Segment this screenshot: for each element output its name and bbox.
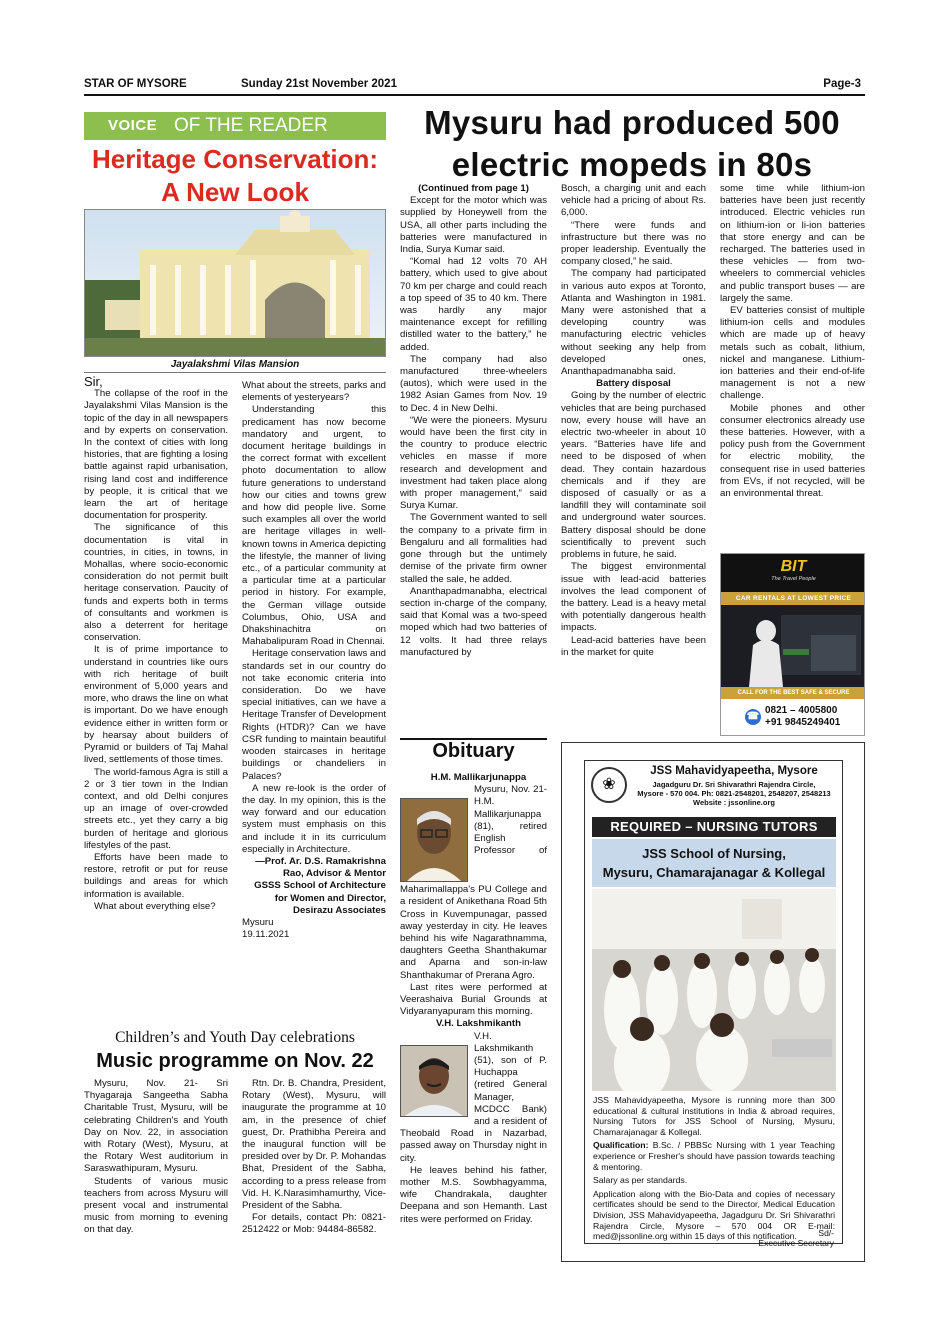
paragraph: Lead-acid batteries have been in the market for quite (561, 634, 706, 658)
ad-org-name: JSS Mahavidyapeetha, Mysore (650, 765, 818, 777)
paragraph: Efforts have been made to restore, retrofit or put for reuse buildings and areas for which information is available. (84, 851, 228, 900)
jss-recruitment-ad[interactable] (584, 760, 843, 1248)
paragraph: EV batteries consist of multiple lithium-ion cells and modules which are made up of heavy metals such as cobalt, lithium, nickel and manganese. Lithium-ion batteries and their end-of-life management is not a new challenge. (720, 305, 865, 402)
paragraph: The biggest environmental issue with lead-acid batteries involves the lead component of the battery. Lead is a heavy metal with potentially dangerous health impacts. (561, 561, 706, 634)
masthead-name: STAR OF MYSORE (84, 78, 187, 90)
signature-line: —Prof. Ar. D.S. Ramakrishna (255, 855, 386, 867)
paragraph: Mysuru, Nov. 21- Sri Thyagaraja Sangeetha Sabha Charitable Trust, Mysuru, will be celebrating Children's and Youth Day on Nov. 22, in association with Rotary (West), Mysuru, at the Rotary West auditorium in Saraswathipuram, Mysuru. (84, 1078, 228, 1175)
ad-website: Website : jssonline.org (693, 798, 775, 807)
paragraph: A new re-look is the order of the day. In my opinion, this is the way forward and our education system must emphasis on this and include it in its curriculum especially in Architecture. (242, 782, 386, 855)
heritage-headline-line1: Heritage Conservation: (91, 144, 379, 174)
emblem-icon: ❀ (591, 767, 627, 803)
obituary-text: Mysuru, Nov. 21- H.M. Mallikarjunappa (81), retired English Professor of Maharimallappa's PU College and a resident of Anikethana Road 5th Cross in Kuvempunagar, passed away yesterday in city. He leaves behind his wife Nagarathnamma, daughters Geetha Shanthakumar and Aparna and son-in-law Shanthakumar of Prerana Agro. (400, 784, 547, 981)
paragraph: The company had participated in various auto expos at Toronto, Atlanta and Washington in 1981. Many were astonished that a developing country was manufacturing electric vehicles without seeking any help from developed ones, Ananthapadmanabha said. (561, 268, 706, 378)
paragraph: It is of prime importance to understand in countries like ours with rich heritage of built environment of 5,000 years and more, who draws the line on what is important. Do we have enough evidence either in written form or by hearsay about builders of Pyramid or builders of Taj Mahal lived, settlements of those times. (84, 644, 228, 766)
ad-signature (758, 1228, 834, 1248)
ad-qualification-label: Qualification: (593, 1140, 649, 1151)
moped-headline-line2: electric mopeds in 80s (451, 146, 813, 183)
letter-date: 19.11.2021 (242, 929, 290, 941)
voice-kicker: VOICE (108, 117, 158, 134)
ad-phone-2: +91 9845249401 (765, 717, 841, 728)
ad-logo-area (721, 554, 865, 592)
moped-column-3 (720, 183, 865, 500)
paragraph: some time while lithium-ion batteries have been just recently introduced. Electric vehicles run on lithium-ion or li-ion batteries that store energy and can be recharged. The batteries used in these vehicles — from two-wheelers to commercial vehicles and public transport buses — are largely the same. (720, 183, 865, 304)
music-headline: Music programme on Nov. 22 (96, 1050, 374, 1072)
portrait-photo (400, 798, 468, 882)
subheading: Battery disposal (596, 378, 671, 390)
issue-date: Sunday 21st November 2021 (241, 78, 397, 90)
moped-column-1 (400, 183, 547, 659)
paragraph: Going by the number of electric vehicles that are being purchased now, every house will have an electric two-wheeler in about 10 years. “Batteries have life and need to be disposed of when dead. They contain hazardous chemicals and if they are disposed of casually or as a landfill they will contaminate soil and underground water sources. Battery disposal should be done scientifically to prevent such problems in future, he said. (561, 390, 706, 561)
ad-banner: REQUIRED – NURSING TUTORS (592, 817, 836, 837)
brand-logo: BIT (780, 558, 807, 575)
ad-sign-title: Executive Secretary (758, 1238, 834, 1248)
ad-phone-numbers (721, 699, 865, 736)
obituary-rites: He leaves behind his father, mother M.S. Sowbhagyamma, wife Chandrakala, daughter Deepana and son Hemanth. Last rites were performed on Friday. (400, 1164, 547, 1225)
obituary-column (400, 772, 547, 1226)
moped-column-2 (561, 183, 706, 659)
brand-tagline: The Travel People (771, 576, 816, 582)
signature-line: for Women and Director, (274, 892, 386, 904)
paragraph: Bosch, a charging unit and each vehicle had a pricing of about Rs. 6,000. (561, 183, 706, 219)
music-column-2 (242, 1078, 386, 1237)
ad-band-bottom: CALL FOR THE BEST SAFE & SECURE (721, 687, 865, 699)
phone-icon: ☎ (745, 709, 761, 725)
obituary-name: V.H. Lakshmikanth (436, 1018, 521, 1030)
paragraph: “There were funds and infrastructure but there was no proper leadership. Eventually the company closed,” he said. (561, 219, 706, 268)
header-rule (84, 94, 865, 96)
voice-column-2 (242, 380, 386, 941)
paragraph: “We were the pioneers. Mysuru would have been the first city in the country to produce electric vehicles en masse if more research and development and investment had taken place along with proper management,” said Surya Kumar. (400, 414, 547, 512)
paragraph: The company had also manufactured three-wheelers (autos), which were used in the 1982 Asian Games from Nov. 19 to Dec. 4 in New Delhi. (400, 353, 547, 414)
moped-headline-line1: Mysuru had produced 500 (424, 104, 840, 141)
ad-address-line: Mysore - 570 004. Ph: 0821-2548201, 2548207, 2548213 (637, 789, 831, 798)
letter-place: Mysuru (242, 916, 274, 928)
car-rental-ad[interactable] (720, 553, 865, 736)
paragraph: The world-famous Agra is still a 2 or 3 tier town in the Indian context, and old Delhi conjures up an image of over-crowded streets etc., yet they carry a big burden of heritage and glorious lifestyles of the past. (84, 766, 228, 851)
signature-line: Rao, Advisor & Mentor (282, 868, 386, 880)
ad-sign-sd: Sd/- (818, 1228, 834, 1238)
ad-school-line: JSS School of Nursing, (642, 846, 786, 861)
ad-school-line: Mysuru, Chamarajanagar & Kollegal (602, 865, 826, 880)
continued-note: (Continued from page 1) (418, 183, 529, 194)
signature-line: GSSS School of Architecture (254, 880, 386, 892)
photo-caption: Jayalakshmi Vilas Mansion (84, 359, 386, 373)
voice-banner (84, 112, 386, 140)
paragraph: The Government wanted to sell the company to a private firm in Bengaluru and all formalities had gone through but the untimely demise of the private firm owner stalled the sale, he added. (400, 512, 547, 585)
paragraph: What about the streets, parks and elements of yesteryears? (242, 380, 386, 404)
signature-line: Desirazu Associates (293, 904, 386, 916)
paragraph: Heritage conservation laws and standards set in our country do not take economic criteria into consideration. Do we have special initiatives, can we have a Heritage Transfer of Development Rights (HTDR)? Can we have CSR funding to maintain beautiful wooden staircases in heritage buildings or chandeliers in Palaces? (242, 648, 386, 782)
obituary-heading: Obituary (400, 738, 547, 766)
paragraph: What about everything else? (94, 900, 216, 912)
music-column-1 (84, 1078, 228, 1237)
ad-qualification-text: B.Sc. / PBBSc Nursing with 1 year Teaching experience or Fresher's should have passion towards teaching & mentoring. (593, 1140, 835, 1172)
ad-salary: Salary as per standards. (593, 1175, 688, 1186)
paragraph: For details, contact Ph: 0821-2512422 or Mob: 94484-86582. (242, 1212, 386, 1236)
voice-column-1 (84, 376, 228, 913)
ad-address (629, 780, 839, 807)
paragraph: The collapse of the roof in the Jayalakshmi Vilas Mansion is the topic of the day in all newspapers and by experts on conservation. In the context of cities with long histories, that are fighting a losing battle against rapid urbanisation, rising land cost and indifference by people, it is critical that we learn the art of heritage documentation for prosperity. (84, 388, 228, 522)
obituary-rites: Last rites were performed at Veerashaiva Burial Grounds at Vidyaranyapuram this morning. (400, 981, 547, 1018)
obituary-text: V.H. Lakshmikanth (51), son of P. Huchappa (retired General Manager, MCDCC Bank) and a resident of Theobald Road in Nazarbad, passed away on Thursday night in city. (400, 1030, 547, 1164)
moped-headline (398, 102, 866, 186)
ad-apply: Application along with the Bio-Data and copies of necessary certificates should be send to the Director, Medical Education Division, JSS Mahavidyapeetha, Jagadguru Dr. Sri Shivarathri Rajendra Circle, Mysore – 570 004 OR E-mail: med@jssonline.org within 15 days of this notification. (593, 1188, 835, 1242)
ad-body (593, 1095, 835, 1245)
paragraph: Mobile phones and other consumer electronics already use these batteries. However, with a policy push from the Government for electric mobility, the consequent rise in used batteries from EVs, if not recycled, will be an environmental threat. (720, 402, 865, 500)
paragraph: Ananthapadmanabha, electrical section in-charge of the company, said that Komal was a two-speed moped which had two batteries of 12 volts. It had three relays manufactured by (400, 585, 547, 658)
heritage-headline (84, 143, 386, 209)
paragraph: Rtn. Dr. B. Chandra, President, Rotary (West), Mysuru, will inaugurate the programme at 10 am, in the presence of chief guest, Dr. Prathibha Pereira and the inaugural function will be presided over by Dr. P. Mohandas Bhat, President of the Sabha, according to a press release from Vid. H. K.Narasimhamurthy, Vice-President of the Sabha. (242, 1078, 386, 1212)
classroom-photo (592, 889, 836, 1091)
paragraph: Students of various music teachers from across Mysuru will present vocal and instrumental music from morning to evening on that day. (84, 1175, 228, 1236)
paragraph: Understanding this predicament has now become mandatory and urgent, to document heritage buildings in the correct format with excellent photo documentation to allow future generations to understand how our cities and towns grew and how did people live. Some such examples all over the world are heritage villages in well-known towns in America depicting the lifestyle, the manner of living etc., of a particular community at a particular time at a particular period in history. For example, the German village outside Columbus, Ohio, USA and Dhakshinachitra on Mahabalipuram Road in Chennai. (242, 404, 386, 648)
salutation: Sir, (84, 374, 103, 389)
ad-band-top: CAR RENTALS AT LOWEST PRICE (721, 592, 865, 605)
ad-photo (721, 605, 865, 687)
paragraph: Except for the motor which was supplied by Honeywell from the USA, all other parts including the batteries were manufactured in India, Surya Kumar said. (400, 195, 547, 256)
page-number: Page-3 (823, 78, 861, 90)
ad-qualification (593, 1140, 835, 1172)
ad-paragraph: JSS Mahavidyapeetha, Mysore is running more than 300 educational & cultural institutions in India & abroad requires, Nursing Tutors for JSS School of Nursing, Mysuru, Chamarajanagar & Kollegal. (593, 1095, 835, 1137)
ad-school-name (592, 839, 836, 887)
voice-banner-text: OF THE READER (174, 115, 328, 136)
obituary-name: H.M. Mallikarjunappa (430, 772, 527, 783)
ad-phone-1: 0821 – 4005800 (765, 705, 838, 716)
paragraph: The significance of this documentation is vital in countries, in cities, in towns, in Mohallas, where socio-economic consideration do not permit built heritage conservation. Paucity of funds and experts both in terms of consultants and workmen is also a deterrent for heritage conservation. (84, 522, 228, 644)
heritage-headline-line2: A New Look (161, 177, 309, 207)
mansion-photo (84, 209, 386, 357)
ad-address-line: Jagadguru Dr. Sri Shivarathri Rajendra Circle, (652, 780, 816, 789)
music-kicker: Children’s and Youth Day celebrations (115, 1029, 355, 1046)
paragraph: “Komal had 12 volts 70 AH battery, which used to give about 70 km per charge and could reach a top speed of 35 to 40 km. There was hardly any major maintenance except for refilling distilled water to the battery,” he added. (400, 256, 547, 353)
portrait-photo (400, 1045, 468, 1117)
